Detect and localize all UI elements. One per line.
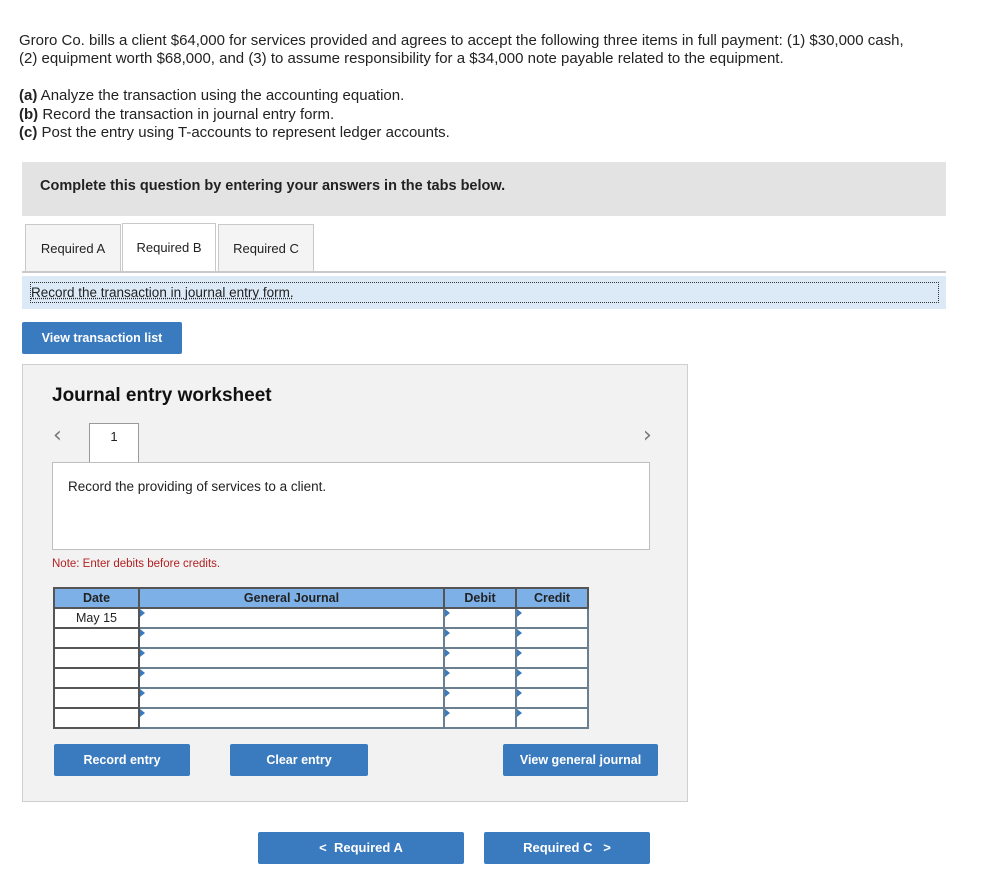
tab-instruction [22, 276, 946, 309]
input-marker-icon [517, 649, 522, 657]
table-row [54, 628, 588, 648]
date-cell: May 15 [54, 608, 139, 628]
debit-input[interactable] [444, 688, 516, 708]
tab-required-b[interactable]: Required B [122, 223, 216, 273]
credit-input[interactable] [516, 668, 588, 688]
chevron-right-icon[interactable]: › [643, 423, 652, 448]
worksheet-title: Journal entry worksheet [52, 385, 272, 406]
dropdown-arrow-icon [140, 649, 145, 657]
entry-description: Record the providing of services to a client. [68, 479, 327, 494]
input-marker-icon [517, 629, 522, 637]
credit-input[interactable] [516, 628, 588, 648]
input-marker-icon [445, 669, 450, 677]
date-cell [54, 668, 139, 688]
input-marker-icon [445, 649, 450, 657]
dropdown-arrow-icon [140, 689, 145, 697]
credit-input[interactable] [516, 708, 588, 728]
debit-input[interactable] [444, 608, 516, 628]
input-marker-icon [517, 609, 522, 617]
credit-input[interactable] [516, 648, 588, 668]
column-general-journal: General Journal [139, 588, 444, 608]
task-b: (b) Record the transaction in journal entry form. [19, 105, 335, 123]
view-general-journal-button[interactable]: View general journal [503, 744, 658, 776]
clear-entry-button[interactable]: Clear entry [230, 744, 368, 776]
date-cell [54, 648, 139, 668]
view-transaction-list-button[interactable]: View transaction list [22, 322, 182, 354]
prev-required-a-button[interactable] [258, 832, 464, 864]
account-input[interactable] [139, 668, 444, 688]
account-input[interactable] [139, 608, 444, 628]
journal-header-row [54, 588, 588, 608]
chevron-right-icon: > [592, 840, 611, 855]
credit-input[interactable] [516, 608, 588, 628]
input-marker-icon [517, 709, 522, 717]
tab-required-c[interactable]: Required C [218, 224, 314, 272]
task-list [19, 87, 450, 143]
entry-description-box [52, 462, 650, 550]
chevron-left-icon[interactable]: ‹ [53, 423, 62, 448]
table-row [54, 708, 588, 728]
column-credit: Credit [516, 588, 588, 608]
debit-input[interactable] [444, 668, 516, 688]
task-a: (a) Analyze the transaction using the accounting equation. [19, 87, 405, 104]
question-text [19, 32, 979, 68]
account-input[interactable] [139, 688, 444, 708]
next-button-label: Required C [523, 840, 593, 855]
page-number-tab[interactable]: 1 [89, 423, 139, 462]
instructions-banner [22, 162, 946, 216]
task-c: (c) Post the entry using T-accounts to represent ledger accounts. [19, 124, 450, 141]
debit-input[interactable] [444, 648, 516, 668]
table-row [54, 608, 588, 628]
banner-text: Complete this question by entering your answers in the tabs below. [40, 178, 506, 194]
next-required-c-button[interactable] [484, 832, 650, 864]
dropdown-arrow-icon [140, 609, 145, 617]
dropdown-arrow-icon [140, 629, 145, 637]
input-marker-icon [445, 709, 450, 717]
chevron-left-icon: < [319, 840, 334, 855]
date-cell [54, 708, 139, 728]
input-marker-icon [445, 609, 450, 617]
table-row [54, 688, 588, 708]
input-marker-icon [517, 689, 522, 697]
account-input[interactable] [139, 648, 444, 668]
journal-entry-worksheet [22, 364, 688, 802]
question-line-1: Groro Co. bills a client $64,000 for services provided and agrees to accept the following three items in full payment: (1) $30,000 cash, [19, 32, 904, 49]
column-date: Date [54, 588, 139, 608]
dropdown-arrow-icon [140, 709, 145, 717]
record-entry-button[interactable]: Record entry [54, 744, 190, 776]
dropdown-arrow-icon [140, 669, 145, 677]
date-cell [54, 628, 139, 648]
prev-button-label: Required A [333, 840, 403, 855]
table-row [54, 668, 588, 688]
account-input[interactable] [139, 708, 444, 728]
journal-table [53, 587, 589, 729]
input-marker-icon [517, 669, 522, 677]
credit-input[interactable] [516, 688, 588, 708]
tab-required-a[interactable]: Required A [25, 224, 121, 272]
date-cell [54, 688, 139, 708]
tab-divider [22, 271, 946, 273]
debit-input[interactable] [444, 628, 516, 648]
input-marker-icon [445, 689, 450, 697]
account-input[interactable] [139, 628, 444, 648]
input-marker-icon [445, 629, 450, 637]
debit-credit-note: Note: Enter debits before credits. [52, 558, 221, 570]
table-row [54, 648, 588, 668]
instruction-text: Record the transaction in journal entry form. [31, 285, 294, 300]
debit-input[interactable] [444, 708, 516, 728]
column-debit: Debit [444, 588, 516, 608]
question-line-2: (2) equipment worth $68,000, and (3) to assume responsibility for a $34,000 note payable related to the equipment. [19, 50, 784, 67]
